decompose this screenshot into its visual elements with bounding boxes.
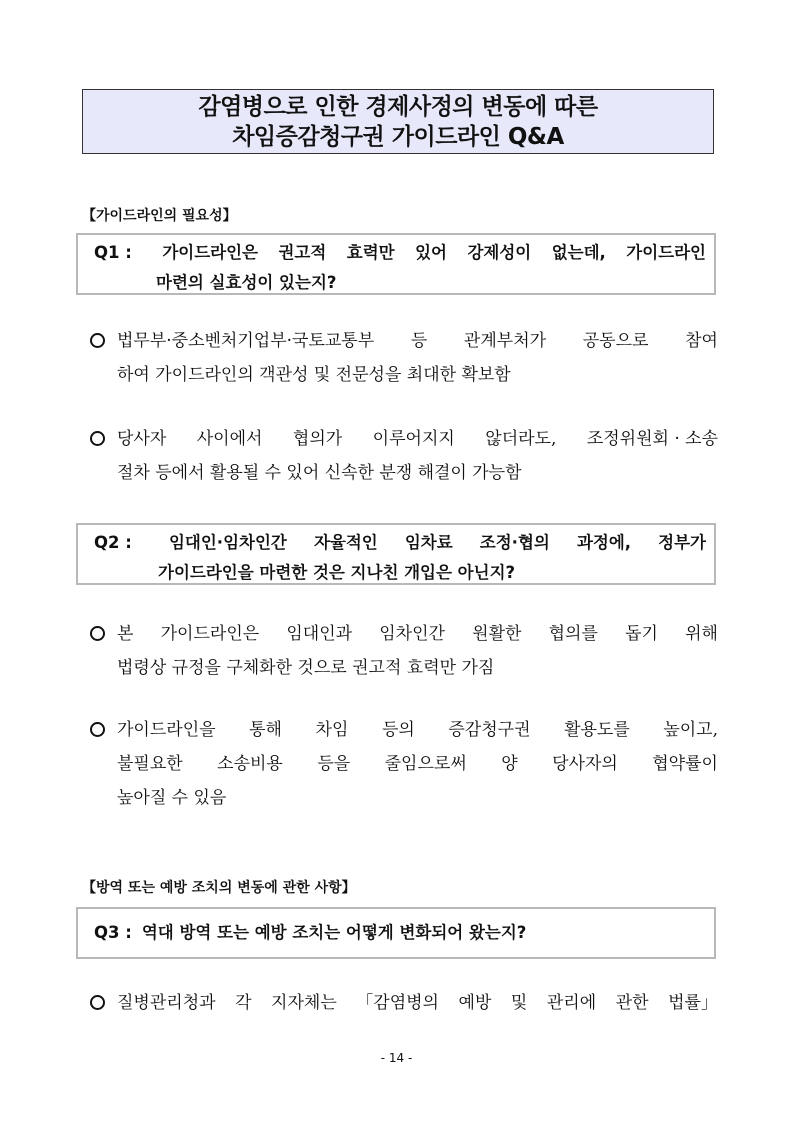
section-label-quarantine: 【방역 또는 예방 조치의 변동에 관한 사항】 xyxy=(82,880,356,896)
bullet-item: 질병관리청과 각 지자체는 「감염병의 예방 및 관리에 관한 법률」 xyxy=(90,986,718,1020)
title-box xyxy=(82,89,714,154)
bullet-item: 본 가이드라인은 임대인과 임차인간 원활한 협의를 돕기 위해 법령상 규정을 구체화한 것으로 권고적 효력만 가짐 xyxy=(90,617,718,685)
question-line: Q2 : 임대인·임차인간 자율적인 임차료 조정·협의 과정에, 정부가 xyxy=(94,528,706,558)
bullet-item: 가이드라인을 통해 차임 등의 증감청구권 활용도를 높이고, 불필요한 소송비용 등을 줄임으로써 양 당사자의 협약률이 높아질 수 있음 xyxy=(90,713,718,815)
circle-bullet-icon xyxy=(90,722,105,737)
document-title-line-1: 감염병으로 인한 경제사정의 변동에 따른 xyxy=(198,93,598,120)
question-number: Q2 : xyxy=(94,533,132,552)
question-number: Q1 : xyxy=(94,243,132,262)
question-line: Q3 : 역대 방역 또는 예방 조치는 어떻게 변화되어 왔는지? xyxy=(94,923,527,942)
document-title-line-2: 차임증감청구권 가이드라인 Q&A xyxy=(232,123,564,150)
question-box-q3 xyxy=(76,907,716,959)
question-line-continued: 가이드라인을 마련한 것은 지나친 개입은 아닌지? xyxy=(158,563,516,582)
question-box-q1 xyxy=(76,233,716,295)
circle-bullet-icon xyxy=(90,431,105,446)
section-label-necessity: 【가이드라인의 필요성】 xyxy=(82,208,237,224)
circle-bullet-icon xyxy=(90,626,105,641)
circle-bullet-icon xyxy=(90,995,105,1010)
bullet-item: 당사자 사이에서 협의가 이루어지지 않더라도, 조정위원회 · 소송 절차 등에서 활용될 수 있어 신속한 분쟁 해결이 가능함 xyxy=(90,422,718,490)
page-number: - 14 - xyxy=(380,1051,413,1065)
question-line: Q1 : 가이드라인은 권고적 효력만 있어 강제성이 없는데, 가이드라인 xyxy=(94,238,706,268)
question-line-continued: 마련의 실효성이 있는지? xyxy=(156,273,337,292)
circle-bullet-icon xyxy=(90,333,105,348)
question-number: Q3 : xyxy=(94,923,132,942)
question-box-q2 xyxy=(76,523,716,585)
bullet-item: 법무부·중소벤처기업부·국토교통부 등 관계부처가 공동으로 참여 하여 가이드라인의 객관성 및 전문성을 최대한 확보함 xyxy=(90,324,718,392)
